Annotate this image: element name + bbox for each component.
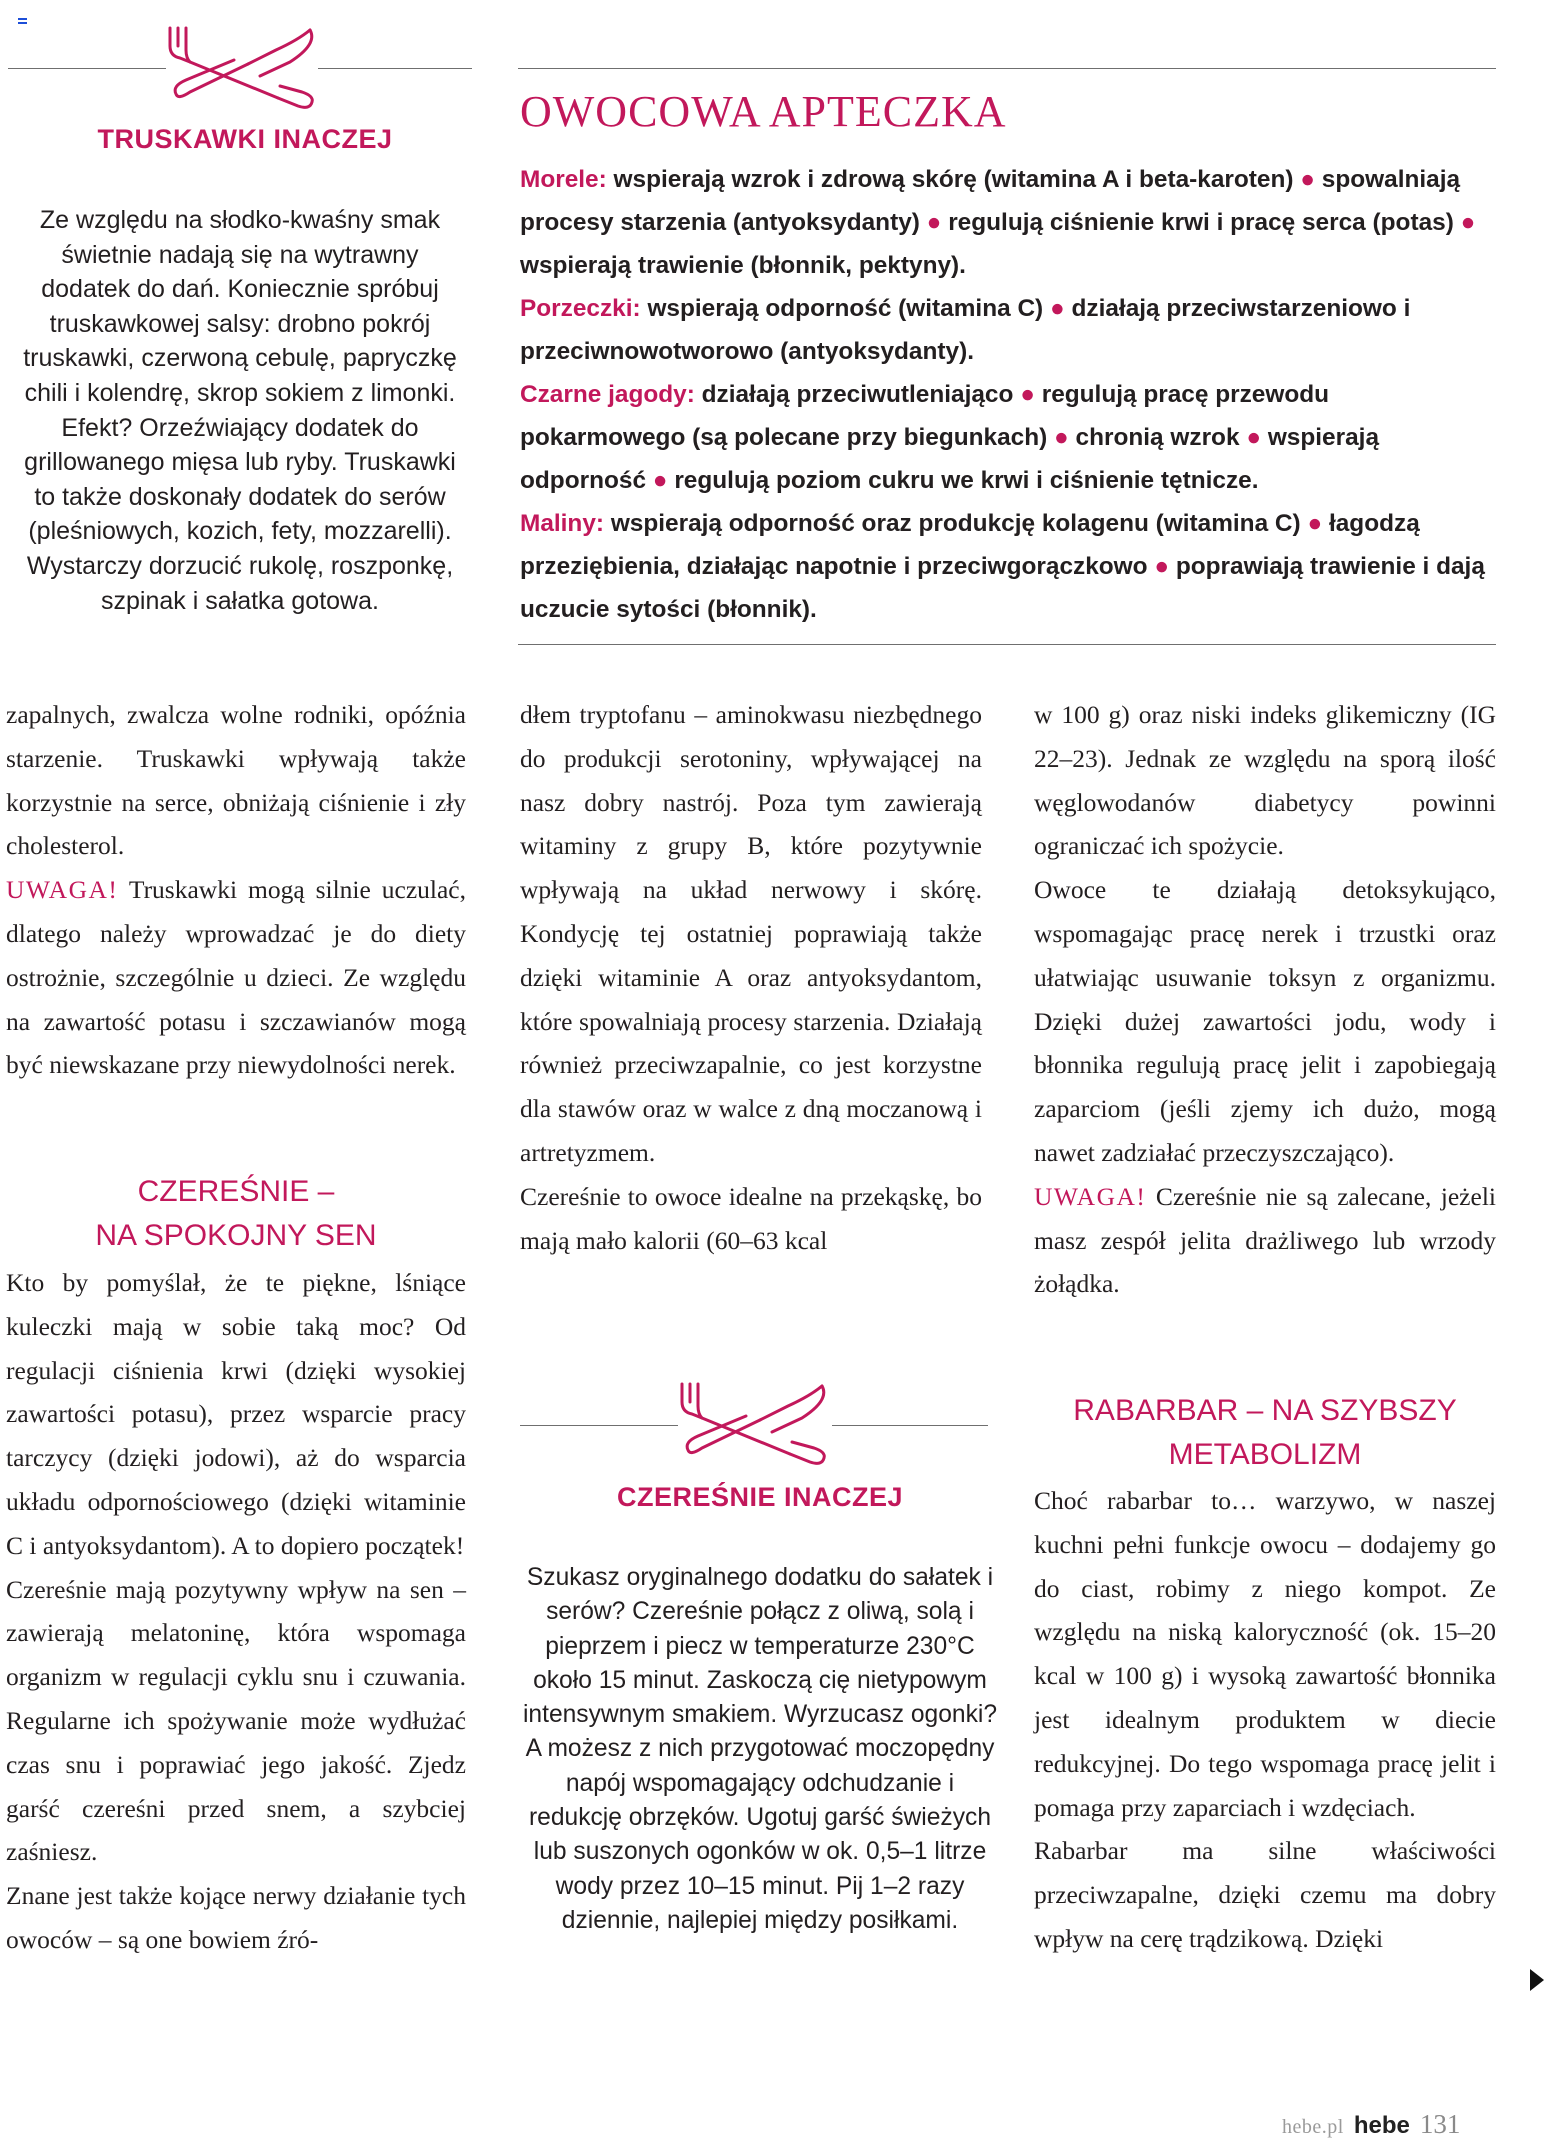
paragraph: Czereśnie mają pozytywny wpływ na sen – zawierają melatoninę, która wspomaga organizm w regulacji cyklu snu i czuwania. Regularne ich spożywanie może wydłużać czas snu i poprawiać jego jakość. Zjedz garść czereśni przed snem, a szybciej zaśniesz. xyxy=(6,1574,466,1867)
paragraph: Owoce te działają detoksykująco, wspomagając pracę nerek i trzustki oraz ułatwiając usuwanie toksyn z organizmu. Dzięki dużej zawartości jodu, wody i błonnika regulują pracę jelit i zapobiegają zaparciom (jeśli zjemy ich dużo, mogą nawet zadziałać przeczyszczająco). xyxy=(1034,875,1496,1167)
box-mid-rule-right xyxy=(832,1425,988,1426)
bullet-icon: ● xyxy=(1154,553,1170,580)
box-mid-text: Szukasz oryginalnego dodatku do sałatek i serów? Czereśnie połącz z oliwą, solą i pieprzem i piecz w temperaturze 230°C około 15 minut. Zaskoczą cię nietypowym intensywnym smakiem. Wyrzucasz ogonki? A możesz z nich przygotować moczopędny napój wspomagający odchudzanie i redukcję obrzęków. Ugotuj garść świeżych lub suszonych ogonków w ok. 0,5–1 litrze wody przez 10–15 minut. Pij 1–2 razy dziennie, najlepiej między posiłkami. xyxy=(522,1564,998,1934)
fruit-label-czarne-jagody: Czarne jagody: xyxy=(520,381,695,408)
bullet-icon: ● xyxy=(1054,424,1069,451)
paragraph: zapalnych, zwalcza wolne rodniki, opóźnia starzenie. Truskawki wpływają także korzystnie na serce, obniżają ciśnienie i zły cholesterol. xyxy=(6,700,466,861)
heading-line: NA SPOKOJNY SEN xyxy=(95,1219,377,1252)
box-left-rule-left xyxy=(8,68,166,69)
fruit-benefit: łagodzą przeziębienia, działając napotnie i przeciwgorączkowo xyxy=(520,510,1420,580)
box-left-rule-right xyxy=(318,68,472,69)
apteczka-rule-bottom xyxy=(518,644,1496,645)
paragraph-text: Czereśnie nie są zalecane, jeżeli masz zespół jelita drażliwego lub wrzody żołądka. xyxy=(1034,1181,1496,1299)
fruit-benefit: poprawiają trawienie i dają uczucie sytości (błonnik). xyxy=(520,553,1485,623)
corner-mark xyxy=(18,18,27,24)
article-column-3 xyxy=(1034,693,1496,1306)
paragraph: dłem tryptofanu – aminokwasu niezbędnego do produkcji serotoniny, wpływającej na nasz dobry nastrój. Poza tym zawierają witaminy z grupy B, które pozytywnie wpływają na układ nerwowy i skórę. Kondycję tej ostatniej poprawiają także dzięki witaminie A oraz antyoksydantom, które spowalniają procesy starzenia. Działają również przeciwzapalnie, co jest korzystne dla stawów oraz w walce z dną moczanową i artretyzmem. xyxy=(520,700,982,1167)
fruit-benefit: spowalniają procesy starzenia (antyoksydanty) xyxy=(520,166,1461,236)
fruit-benefit: wspierają trawienie (błonnik, pektyny). xyxy=(520,252,966,279)
fruit-benefit: wspierają odporność oraz produkcję kolagenu (witamina C) xyxy=(610,510,1301,537)
box-left-text: Ze względu na słodko-kwaśny smak świetnie nadają się na wytrawny dodatek do dań. Koniecznie spróbuj truskawkowej salsy: drobno pokrój truskawki, czerwoną cebulę, papryczkę chili i kolendrę, skrop sokiem z limonki. Efekt? Orzeźwiający dodatek do grillowanego mięsa lub ryby. Truskawki to także doskonały dodatek do serów (pleśniowych, kozich, fety, mozzarelli). Wystarczy dorzucić rukolę, roszponkę, szpinak i sałatka gotowa. xyxy=(23,206,457,615)
bullet-icon: ● xyxy=(1020,381,1035,408)
fruit-label-porzeczki: Porzeczki: xyxy=(520,295,641,322)
fruit-label-morele: Morele: xyxy=(520,166,607,193)
article-column-1-cont xyxy=(6,1261,466,1962)
paragraph: Czereśnie to owoce idealne na przekąskę, bo mają mało kalorii (60–63 kcal xyxy=(520,1181,982,1255)
bullet-icon: ● xyxy=(1307,510,1323,537)
bullet-icon: ● xyxy=(926,209,942,236)
footer-brand-logo: hebe xyxy=(1353,2112,1410,2139)
fruit-benefit: działają przeciwstarzeniowo i przeciwnowotworowo (antyoksydanty). xyxy=(520,295,1411,365)
paragraph xyxy=(1034,1175,1496,1306)
article-column-3-cont xyxy=(1034,1479,1496,1961)
fruit-benefit: wspierają wzrok i zdrową skórę (witamina A i beta-karoten) xyxy=(613,166,1294,193)
warning-label: UWAGA! xyxy=(6,875,119,905)
paragraph: Znane jest także kojące nerwy działanie tych owoców – są one bowiem źró- xyxy=(6,1881,466,1954)
fruit-benefit: wspierają odporność (witamina C) xyxy=(647,295,1044,322)
page-footer xyxy=(1282,2109,1460,2140)
box-mid-rule-left xyxy=(520,1425,678,1426)
apteczka-title: OWOCOWA APTECZKA xyxy=(520,87,1007,136)
heading-line: RABARBAR – NA SZYBSZY xyxy=(1073,1394,1457,1427)
bullet-icon: ● xyxy=(652,467,668,494)
article-column-1 xyxy=(6,693,466,1087)
fruit-benefit: regulują ciśnienie krwi i pracę serca (potas) xyxy=(948,209,1454,236)
next-page-arrow-icon[interactable] xyxy=(1530,1969,1544,1991)
knife-fork-icon xyxy=(160,20,325,112)
warning-label: UWAGA! xyxy=(1034,1181,1147,1211)
fruit-label-maliny: Maliny: xyxy=(520,510,605,537)
paragraph xyxy=(6,868,466,1087)
fruit-benefit: działają przeciwutleniająco xyxy=(701,381,1014,408)
paragraph: Choć rabarbar to… warzywo, w naszej kuchni pełni funkcje owocu – dodajemy go do ciast, robimy z niego kompot. Ze względu na niską kaloryczność (ok. 15–20 kcal w 100 g) i wysoką zawartość błonnika jest idealnym produktem w diecie redukcyjnej. Do tego wspomaga pracę jelit i pomaga przy zaparciach i wzdęciach. xyxy=(1034,1486,1496,1822)
paragraph: w 100 g) oraz niski indeks glikemiczny (IG 22–23). Jednak ze względu na sporą ilość węglowodanów diabetycy powinni ograniczać ich spożycie. xyxy=(1034,700,1496,861)
paragraph-text: Truskawki mogą silnie uczulać, dlatego należy wprowadzać je do diety ostrożnie, szczególnie u dzieci. Ze względu na zawartość potasu i szczawianów mogą być niewskazane przy niewydolności nerek. xyxy=(6,875,466,1080)
bullet-icon: ● xyxy=(1460,209,1476,236)
heading-line: METABOLIZM xyxy=(1168,1438,1362,1471)
box-mid-heading: CZEREŚNIE INACZEJ xyxy=(616,1482,904,1512)
paragraph: Kto by pomyślał, że te piękne, lśniące kuleczki mają w sobie taką moc? Od regulacji ciśnienia krwi (dzięki wysokiej zawartości potasu), przez wsparcie pracy tarczycy (dzięki jodowi), aż do wsparcia układu odpornościowego (dzięki witaminie C i antyoksydantom). A to dopiero początek! xyxy=(6,1268,466,1560)
bullet-icon: ● xyxy=(1246,424,1262,451)
bullet-icon: ● xyxy=(1049,295,1065,322)
apteczka-rule-top xyxy=(518,68,1496,69)
apteczka-body xyxy=(520,158,1492,631)
heading-line: CZEREŚNIE – xyxy=(137,1175,335,1208)
knife-fork-icon xyxy=(672,1376,837,1468)
section-heading-czeresnie xyxy=(6,1170,466,1258)
fruit-benefit: regulują pracę przewodu pokarmowego (są polecane przy biegunkach) xyxy=(520,381,1330,451)
page-number: 131 xyxy=(1419,2109,1461,2139)
footer-site: hebe.pl xyxy=(1282,2116,1344,2138)
fruit-benefit: regulują poziom cukru we krwi i ciśnienie tętnicze. xyxy=(674,467,1259,494)
fruit-benefit: chronią wzrok xyxy=(1075,424,1240,451)
bullet-icon: ● xyxy=(1300,166,1316,193)
fruit-benefit: wspierają odporność xyxy=(520,424,1380,494)
paragraph: Rabarbar ma silne właściwości przeciwzapalne, dzięki czemu ma dobry wpływ na cerę trądzikową. Dzięki xyxy=(1034,1836,1496,1953)
article-column-2 xyxy=(520,693,982,1262)
section-heading-rabarbar xyxy=(1034,1389,1496,1477)
box-left-heading: TRUSKAWKI INACZEJ xyxy=(97,124,393,154)
